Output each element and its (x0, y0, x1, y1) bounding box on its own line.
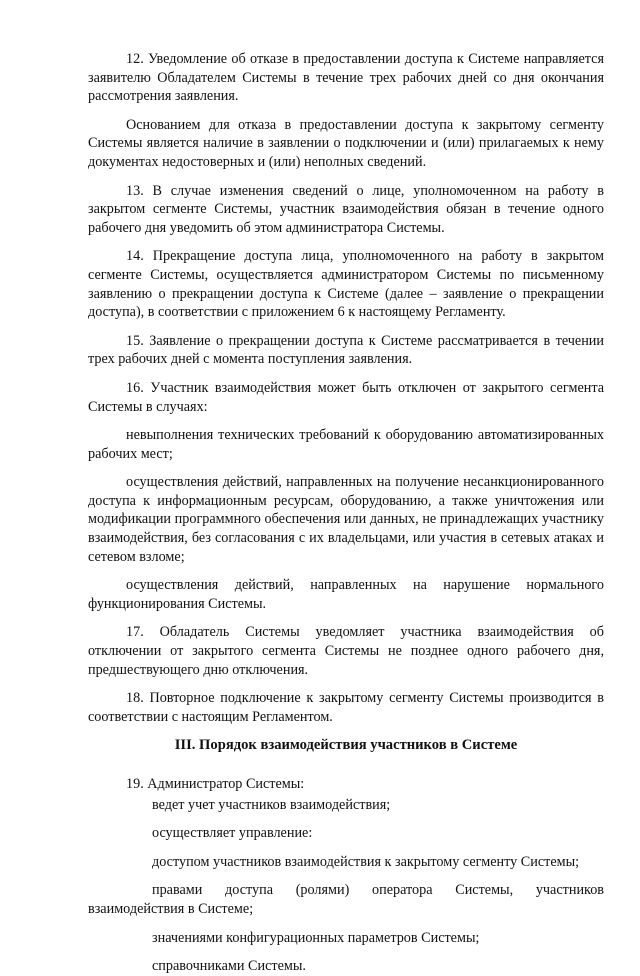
paragraph-12: 12. Уведомление об отказе в предоставлении доступа к Системе направляется заявителю Обладателем Системы в течение трех рабочих дней со дня окончания рассмотрения заявления. (88, 51, 604, 105)
admin-duty-4: правами доступа (ролями) оператора Системы, участников взаимодействия в Системе; (88, 882, 604, 917)
paragraph-18: 18. Повторное подключение к закрытому сегменту Системы производится в соответствии с настоящим Регламентом. (88, 690, 604, 725)
paragraph-15: 15. Заявление о прекращении доступа к Системе рассматривается в течении трех рабочих дней с момента поступления заявления. (88, 332, 604, 368)
paragraph-19: 19. Администратор Системы: (126, 776, 305, 792)
paragraph-17: 17. Обладатель Системы уведомляет участника взаимодействия об отключении от закрытого сегмента Системы не позднее одного рабочего дня, предшествующего дню отключения. (88, 624, 604, 678)
paragraph-12-basis: Основанием для отказа в предоставлении доступа к закрытому сегменту Системы является наличие в заявлении о подключении и (или) прилагаемых к нему документах недостоверных и (или) неполных сведений. (88, 116, 604, 170)
paragraph-16-case-2: осуществления действий, направленных на получение несанкционированного доступа к информационным ресурсам, оборудованию, а также уничтожения или модификации программного обеспечения или данных, не принадлежащих участнику взаимодействия, без согласования с их владельцами, или участия в сетевых атаках и сетевом взломе; (88, 474, 604, 565)
admin-duty-5: значениями конфигурационных параметров Системы; (152, 929, 480, 946)
admin-duty-2: осуществляет управление: (152, 825, 313, 842)
paragraph-13: 13. В случае изменения сведений о лице, уполномоченном на работу в закрытом сегменте Системы, участник взаимодействия обязан в течение одного рабочего дня уведомить об этом администратора Системы. (88, 182, 604, 236)
paragraph-14: 14. Прекращение доступа лица, уполномоченного на работу в закрытом сегменте Системы, осуществляется администратором Системы по письменному заявлению о прекращении доступа к Системе (далее – заявление о прекращении доступа), в соответствии с приложением 6 к настоящему Регламенту. (88, 248, 604, 321)
admin-duty-6: справочниками Системы. (152, 958, 306, 975)
admin-duty-1: ведет учет участников взаимодействия; (152, 796, 391, 813)
paragraph-16: 16. Участник взаимодействия может быть отключен от закрытого сегмента Системы в случаях: (88, 379, 604, 415)
paragraph-16-case-3: осуществления действий, направленных на нарушение нормального функционирования Системы. (88, 577, 604, 612)
admin-duty-3: доступом участников взаимодействия к закрытому сегменту Системы; (152, 853, 580, 870)
paragraph-16-case-1: невыполнения технических требований к оборудованию автоматизированных рабочих мест; (88, 427, 604, 462)
section-title: III. Порядок взаимодействия участников в Системе (174, 737, 518, 754)
